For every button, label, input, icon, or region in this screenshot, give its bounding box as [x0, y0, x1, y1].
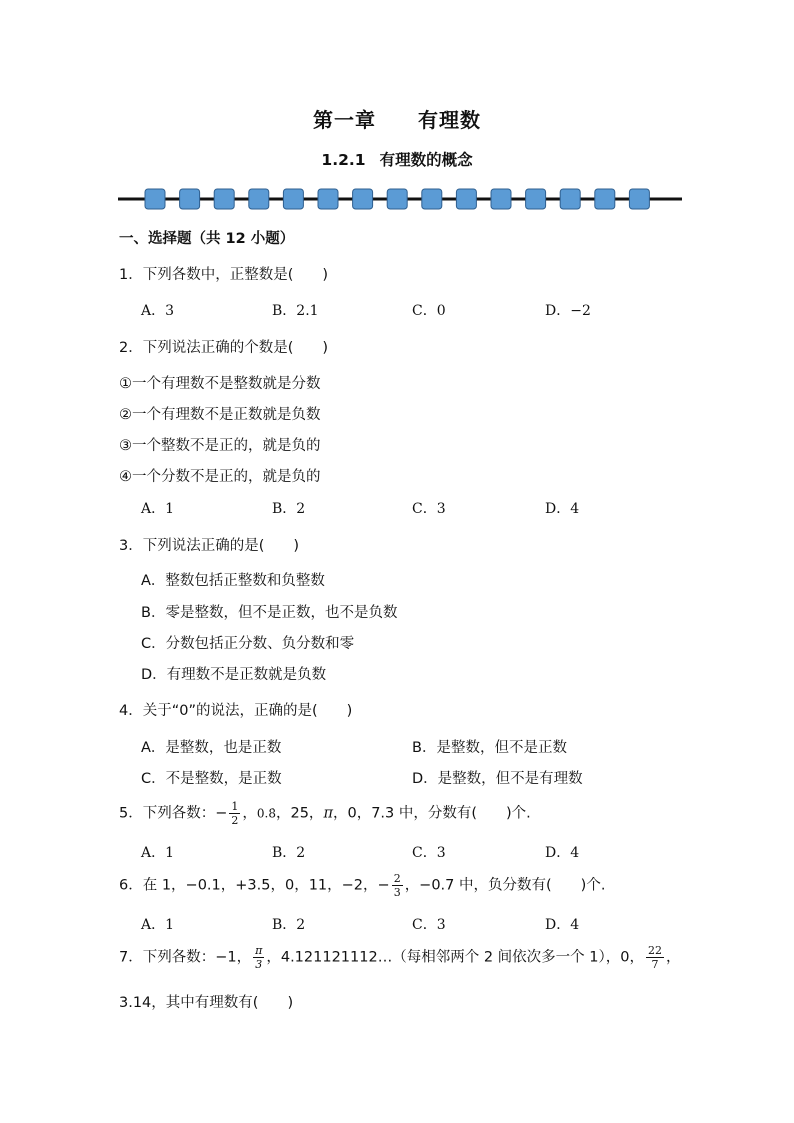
q5-frac-sign: −: [215, 805, 228, 822]
q7-frac2-numerator: 22: [647, 944, 662, 957]
q4-option-c[interactable]: C．不是整数，是正数: [141, 771, 282, 787]
q4-option-b[interactable]: B．是整数，但不是正数: [412, 740, 567, 756]
question-7-line2: 3.14，其中有理数有( ): [119, 995, 294, 1011]
q2-option-c[interactable]: C．3: [412, 501, 446, 517]
q5-option-d[interactable]: D．4: [545, 845, 580, 861]
q6-option-b[interactable]: B．2: [272, 917, 306, 933]
question-5-stem: [119, 800, 531, 827]
q6-frac-numerator: 2: [393, 872, 401, 885]
q3-option-b[interactable]: B．零是整数，但不是正数，也不是负数: [141, 605, 398, 621]
q1-option-d[interactable]: D．−2: [545, 303, 591, 319]
q2-statement-2: ②一个有理数不是正数就是负数: [119, 407, 321, 423]
question-4-stem: 4．关于“0”的说法，正确的是( ): [119, 703, 353, 719]
divider-square: [180, 189, 200, 209]
q7-fraction-pi: [253, 944, 264, 971]
divider-square: [214, 189, 234, 209]
chapter-number: 第一章: [313, 108, 376, 132]
q2-statement-4: ④一个分数不是正的，就是负的: [119, 469, 321, 485]
q1-option-a[interactable]: A．3: [141, 303, 175, 319]
q2-option-d[interactable]: D．4: [545, 501, 580, 517]
section-number: 1.2.1: [321, 151, 366, 169]
q5-sep: ，: [242, 805, 257, 822]
q5-frac-numerator: 1: [231, 800, 239, 813]
q7-frac1-numerator: π: [255, 944, 263, 957]
divider-square: [526, 189, 546, 209]
q5-option-a[interactable]: A．1: [141, 845, 175, 861]
question-7-stem: [119, 944, 680, 971]
decorative-divider: [118, 187, 682, 211]
q4-option-a[interactable]: A．是整数，也是正数: [141, 740, 282, 756]
q1-option-b[interactable]: B．2.1: [272, 303, 319, 319]
section-name: 有理数的概念: [379, 151, 473, 169]
q3-option-a[interactable]: A．整数包括正整数和负整数: [141, 573, 325, 589]
q2-statement-1: ①一个有理数不是整数就是分数: [119, 376, 321, 392]
section-title: [0, 148, 794, 170]
q6-option-d[interactable]: D．4: [545, 917, 580, 933]
question-3-stem: 3．下列说法正确的是( ): [119, 538, 300, 554]
q7-fraction-22-7: [646, 944, 664, 971]
divider-square: [145, 189, 165, 209]
q5-repeating-decimal: 0.8̇: [256, 806, 276, 821]
q7-prefix: 7．下列各数：−1，: [119, 949, 252, 966]
q1-option-c[interactable]: C．0: [412, 303, 446, 319]
q5-pi: π: [323, 805, 333, 822]
q6-rest: ，−0.7 中，负分数有( )个.: [404, 877, 606, 894]
q2-option-b[interactable]: B．2: [272, 501, 306, 517]
q6-fraction: [392, 872, 403, 899]
divider-square: [422, 189, 442, 209]
q5-frac-denominator: 2: [231, 814, 239, 827]
q6-option-a[interactable]: A．1: [141, 917, 175, 933]
q5-fraction: [229, 800, 240, 827]
question-6-stem: [119, 872, 605, 899]
q5-option-c[interactable]: C．3: [412, 845, 446, 861]
q2-statement-3: ③一个整数不是正的，就是负的: [119, 438, 321, 454]
q6-prefix: 6．在 1，−0.1，+3.5，0，11，−2，: [119, 877, 378, 894]
q7-mid: ，4.121121112…（每相邻两个 2 间依次多一个 1），0，: [266, 949, 644, 966]
q7-end: ，: [665, 949, 681, 966]
q3-option-c[interactable]: C．分数包括正分数、负分数和零: [141, 636, 355, 652]
divider-square: [249, 189, 269, 209]
divider-square: [283, 189, 303, 209]
q6-frac-denominator: 3: [393, 886, 401, 899]
q5-prefix: 5．下列各数：: [119, 805, 216, 822]
divider-square: [456, 189, 476, 209]
q2-option-a[interactable]: A．1: [141, 501, 175, 517]
q6-option-c[interactable]: C．3: [412, 917, 446, 933]
q5-rest: ，0，7.3 中，分数有( )个.: [332, 805, 531, 822]
question-2-stem: 2．下列说法正确的个数是( ): [119, 340, 329, 356]
divider-square: [318, 189, 338, 209]
q7-frac1-denominator: 3: [255, 958, 263, 971]
section-heading: 一、选择题（共 12 小题）: [119, 231, 295, 247]
chapter-name: 有理数: [418, 108, 481, 132]
divider-square: [491, 189, 511, 209]
q6-frac-sign: −: [377, 877, 390, 894]
q7-frac2-denominator: 7: [651, 958, 659, 971]
q4-option-d[interactable]: D．是整数，但不是有理数: [412, 771, 583, 787]
divider-square: [595, 189, 615, 209]
chapter-title: [0, 104, 794, 133]
divider-square: [353, 189, 373, 209]
divider-square: [387, 189, 407, 209]
q5-option-b[interactable]: B．2: [272, 845, 306, 861]
question-1-stem: 1．下列各数中，正整数是( ): [119, 267, 329, 283]
divider-square: [560, 189, 580, 209]
q5-mid: ，25，: [275, 805, 324, 822]
q3-option-d[interactable]: D．有理数不是正数就是负数: [141, 667, 327, 683]
divider-square: [629, 189, 649, 209]
